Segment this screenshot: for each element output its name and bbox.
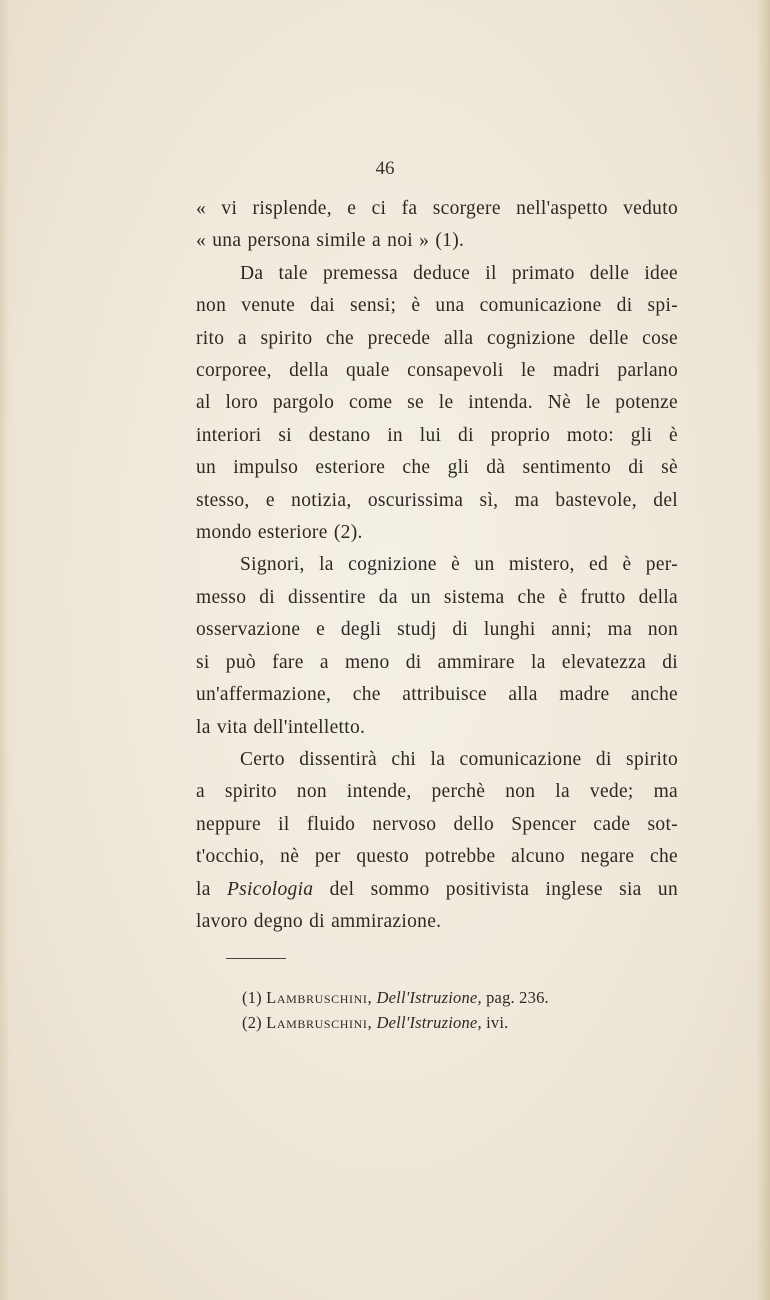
page-number: 46 — [375, 158, 395, 179]
footnotes — [242, 985, 549, 1035]
text-line: osservazione e degli studj di lunghi anni; ma non — [196, 619, 678, 641]
footnote-ref: pag. 236. — [486, 988, 549, 1007]
text-line: rito a spirito che precede alla cognizione delle cose — [196, 327, 678, 349]
text-line: interiori si destano in lui di proprio moto: gli è — [196, 424, 678, 446]
footnote-rule — [226, 958, 286, 959]
text-line: corporee, della quale consapevoli le madri parlano — [196, 360, 678, 382]
text-line: non venute dai sensi; è una comunicazione di spi- — [196, 295, 678, 317]
text-line: un impulso esteriore che gli dà sentimento di sè — [196, 457, 678, 479]
text-line: t'occhio, nè per questo potrebbe alcuno negare che — [196, 846, 678, 868]
text-line: neppure il fluido nervoso dello Spencer cade sot- — [196, 813, 678, 835]
text-line: stesso, e notizia, oscurissima sì, ma bastevole, del — [196, 489, 678, 511]
page-right-edge — [756, 0, 770, 1300]
footnote — [242, 985, 549, 1010]
text-line: « una persona simile a noi » (1). — [196, 230, 465, 252]
text-line: al loro pargolo come se le intenda. Nè le potenze — [196, 392, 678, 414]
text-line: Signori, la cognizione è un mistero, ed è per- — [240, 554, 678, 576]
italic-title: Psicologia — [226, 878, 314, 900]
text-line: mondo esteriore (2). — [196, 522, 363, 544]
text-line: lavoro degno di ammirazione. — [196, 910, 442, 932]
text-line: Certo dissentirà chi la comunicazione di spirito — [240, 748, 678, 770]
text-line: un'affermazione, che attribuisce alla madre anche — [196, 684, 678, 706]
text-line: a spirito non intende, perchè non la vede; ma — [196, 781, 678, 803]
text-fragment: la — [196, 878, 227, 900]
footnote-marker: (1) — [242, 988, 262, 1007]
footnote — [242, 1010, 549, 1035]
text-line: la vita dell'intelletto. — [196, 716, 366, 738]
body-text — [196, 193, 678, 938]
footnote-author: Lambruschini, — [266, 1013, 373, 1032]
footnote-title: Dell'Istruzione, — [376, 988, 482, 1007]
text-line — [196, 874, 678, 906]
text-line: « vi risplende, e ci fa scorgere nell'aspetto veduto — [196, 198, 678, 219]
footnote-author: Lambruschini, — [266, 988, 373, 1007]
text-line: messo di dissentire da un sistema che è frutto della — [196, 586, 678, 608]
text-fragment: del sommo positivista inglese sia un — [313, 878, 678, 900]
text-line: si può fare a meno di ammirare la elevatezza di — [196, 651, 678, 673]
footnote-ref: ivi. — [486, 1013, 509, 1032]
footnote-title: Dell'Istruzione, — [376, 1013, 482, 1032]
footnote-marker: (2) — [242, 1013, 262, 1032]
page-left-edge — [0, 0, 10, 1300]
text-line: Da tale premessa deduce il primato delle idee — [240, 262, 678, 284]
